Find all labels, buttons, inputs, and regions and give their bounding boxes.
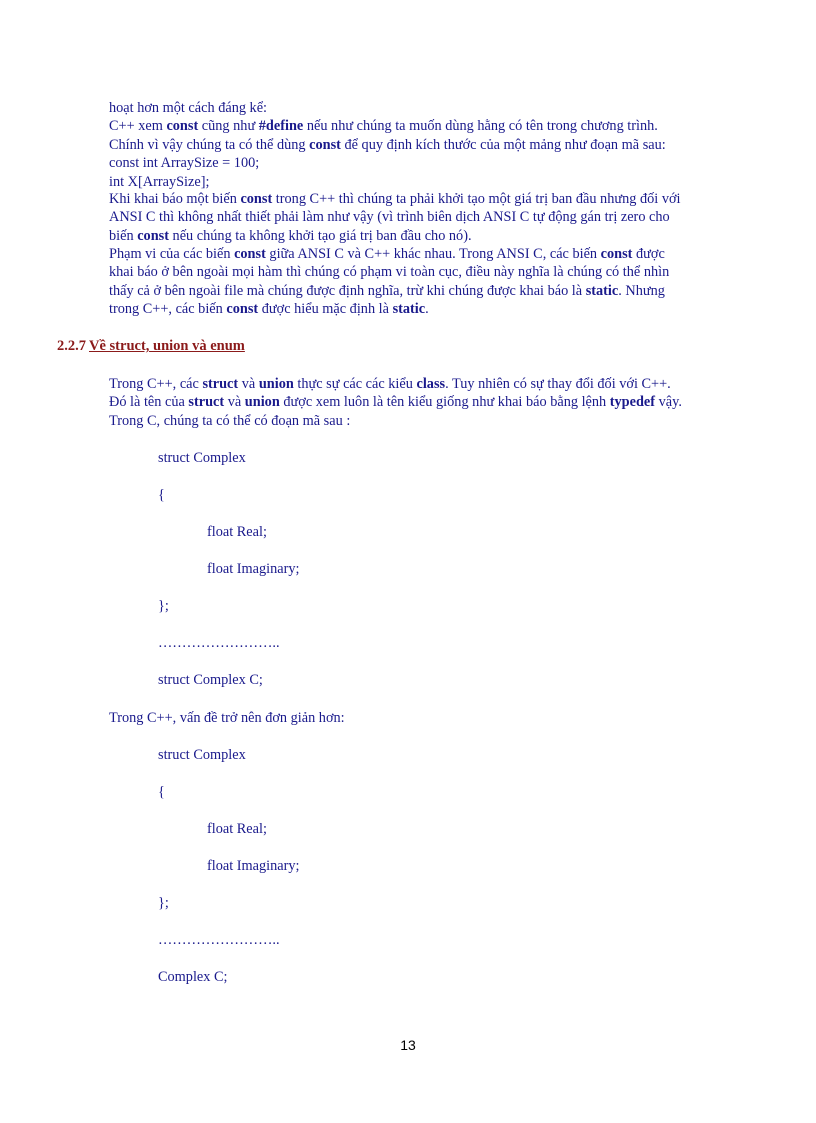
text-line: C++ xem const cũng như #define nếu như chúng ta muốn dùng hằng có tên trong chương trình. <box>109 118 658 135</box>
text-line: Khi khai báo một biến const trong C++ thì chúng ta phải khởi tạo một giá trị ban đầu nhưng đối với <box>109 191 681 207</box>
section-number: 2.2.7 <box>57 338 86 354</box>
paragraph-const-define <box>109 99 799 191</box>
code-line: struct Complex <box>158 747 246 763</box>
text-line: hoạt hơn một cách đáng kể: <box>109 100 268 116</box>
text-line: Chính vì vậy chúng ta có thể dùng const để quy định kích thước của một mảng như đoạn mã sau: <box>109 136 666 153</box>
code-line: const int ArraySize = 100; <box>109 155 260 172</box>
text-line: Trong C, chúng ta có thể có đoạn mã sau : <box>109 412 351 429</box>
text-line: thấy cả ở bên ngoài file mà chúng được định nghĩa, trừ khi chúng được khai báo là static. Nhưng <box>109 282 665 299</box>
text-line: khai báo ở bên ngoài mọi hàm thì chúng có phạm vi toàn cục, điều này nghĩa là chúng có thể nhìn <box>109 264 670 281</box>
code-line: { <box>158 487 165 503</box>
code-line: …………………….. <box>158 635 280 651</box>
code-line: }; <box>158 598 169 614</box>
page-number: 13 <box>400 1037 416 1053</box>
code-line: float Real; <box>207 821 267 837</box>
paragraph-const-init <box>109 190 799 245</box>
text-line: biến const nếu chúng ta không khởi tạo giá trị ban đầu cho nó). <box>109 227 472 244</box>
text-line: trong C++, các biến const được hiểu mặc định là static. <box>109 301 429 318</box>
code-line: { <box>158 784 165 800</box>
paragraph-cpp-simpler <box>109 709 799 727</box>
code-line: int X[ArraySize]; <box>109 173 210 190</box>
code-line: …………………….. <box>158 932 280 948</box>
code-line: float Imaginary; <box>207 858 300 874</box>
text-line: Trong C++, vấn đề trở nên đơn giản hơn: <box>109 710 345 726</box>
paragraph-const-scope <box>109 245 799 319</box>
text-line: ANSI C thì không nhất thiết phải làm như vậy (vì trình biên dịch ANSI C tự động gán trị zero cho <box>109 209 670 226</box>
code-line: struct Complex C; <box>158 672 263 688</box>
code-line: struct Complex <box>158 450 246 466</box>
section-heading <box>57 338 245 355</box>
text-line: Phạm vi của các biến const giữa ANSI C và C++ khác nhau. Trong ANSI C, các biến const được <box>109 246 665 262</box>
code-line: float Real; <box>207 524 267 540</box>
section-title: Về struct, union và enum <box>89 338 245 354</box>
text-line: Đó là tên của struct và union được xem luôn là tên kiểu giống như khai báo bằng lệnh typedef vậy. <box>109 394 682 411</box>
text-line: Trong C++, các struct và union thực sự các các kiểu class. Tuy nhiên có sự thay đổi đối với C++. <box>109 376 671 392</box>
paragraph-struct-union <box>109 375 799 430</box>
code-line: }; <box>158 895 169 911</box>
code-line: Complex C; <box>158 969 228 985</box>
code-line: float Imaginary; <box>207 561 300 577</box>
